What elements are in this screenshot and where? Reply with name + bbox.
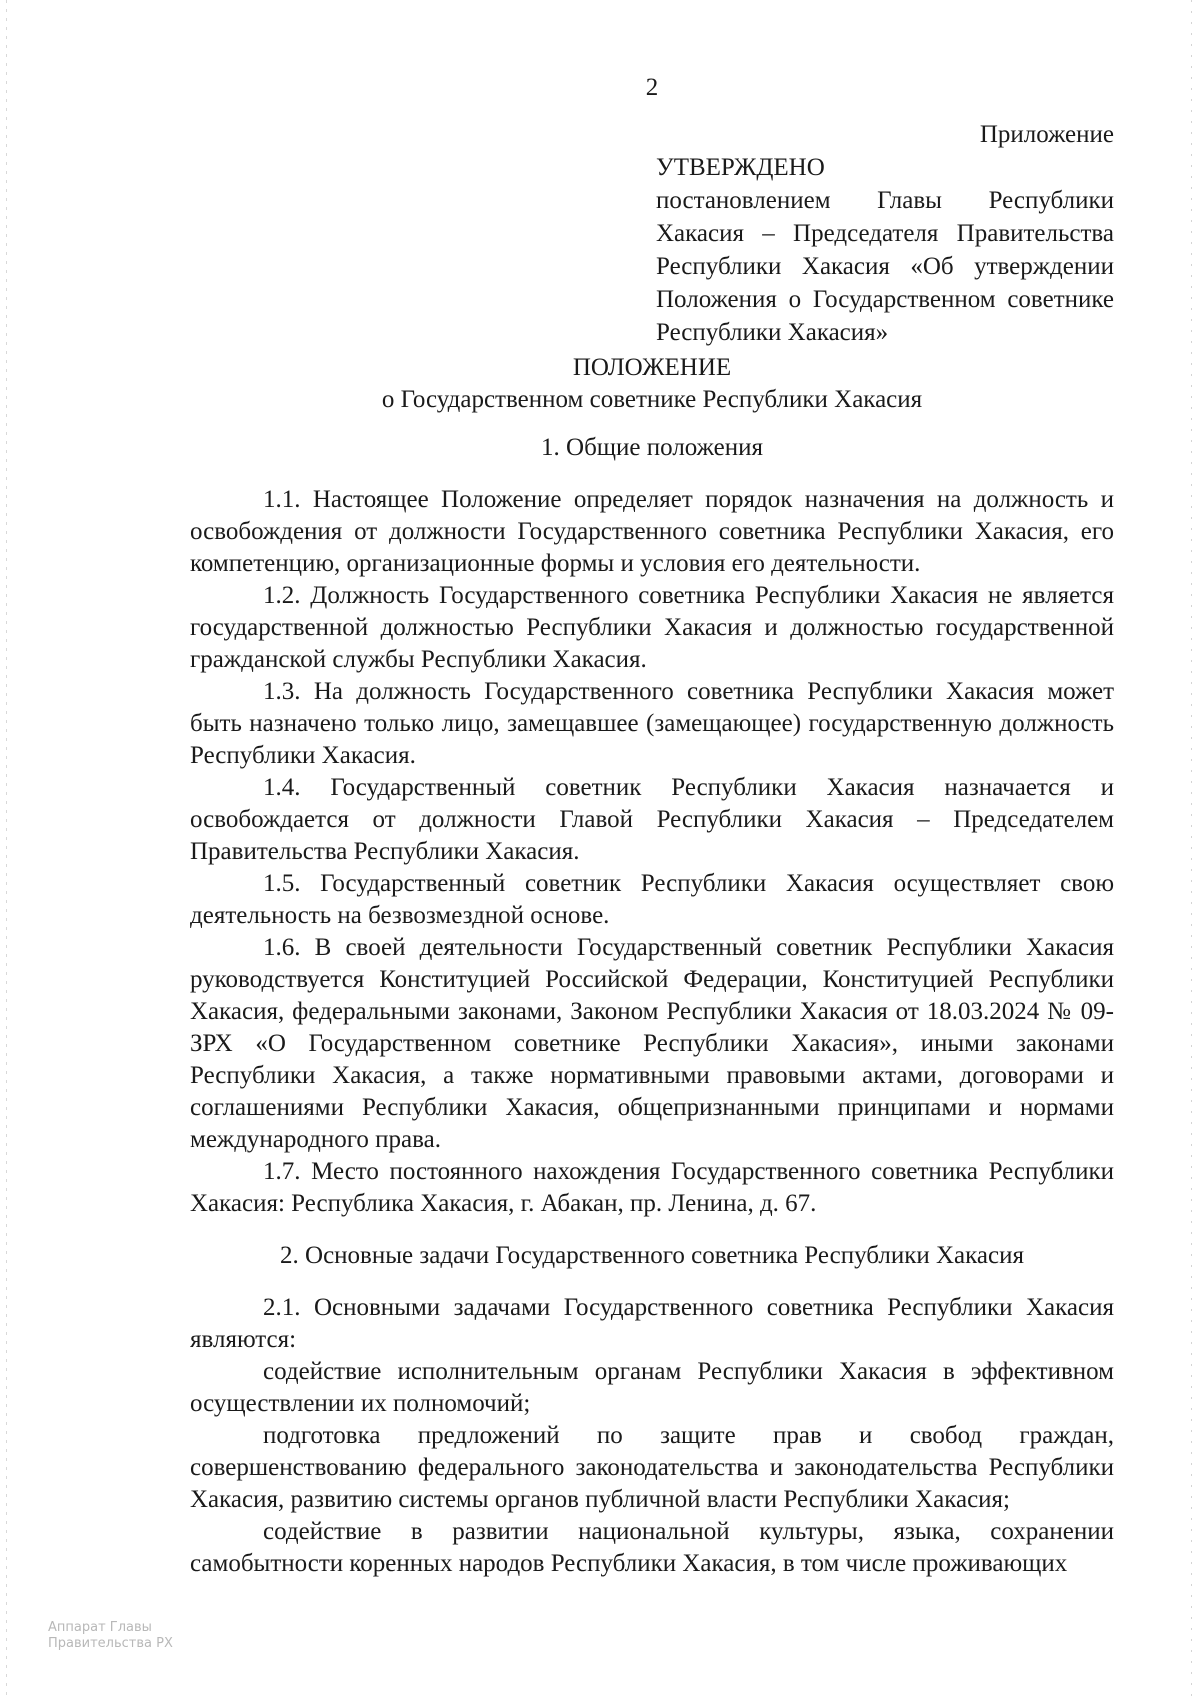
appendix-label: Приложение [979,121,1114,148]
page-number: 2 [645,74,659,101]
office-stamp-line-1: Аппарат Главы [48,1620,152,1635]
approval-reference: постановлением Главы Республики Хакасия – Председателя Правительства Республики Хакасия «Об утверждении Положения о Государственном советнике Республики Хакасия» [656,187,1114,346]
document-subtitle: о Государственном советнике Республики Хакасия [381,386,923,413]
section-heading-2: 2. Основные задачи Государственного советника Республики Хакасия [280,1242,1024,1269]
paragraph-1-7: 1.7. Место постоянного нахождения Государственного советника Республики Хакасия: Республика Хакасия, г. Абакан, пр. Ленина, д. 67. [190,1158,1114,1217]
task-item-2: подготовка предложений по защите прав и свобод граждан, совершенствованию федерального законодательства и законодательства Республики Хакасия, развитию системы органов публичной власти Республики Хакасия; [190,1422,1114,1513]
approved-stamp: УТВЕРЖДЕНО [656,154,825,181]
paragraph-1-3: 1.3. На должность Государственного советника Республики Хакасия может быть назначено только лицо, замещавшее (замещающее) государственную должность Республики Хакасия. [190,678,1114,769]
document-title: ПОЛОЖЕНИЕ [572,354,732,381]
approval-block [656,118,1114,349]
paragraph-1-6: 1.6. В своей деятельности Государственный советник Республики Хакасия руководствуется Конституцией Российской Федерации, Конституцией Республики Хакасия, федеральными законами, Законом Республики Хакасия от 18.03.2024 № 09-ЗРХ «О Государственном советнике Республики Хакасия», иными законами Республики Хакасия, а также нормативными правовыми актами, договорами и соглашениями Республики Хакасия, общепризнанными принципами и нормами международного права. [190,934,1114,1153]
scan-edge-right [1191,0,1192,1698]
paragraph-1-1: 1.1. Настоящее Положение определяет порядок назначения на должность и освобождения от должности Государственного советника Республики Хакасия, его компетенцию, организационные формы и условия его деятельности. [190,486,1114,577]
office-stamp-line-2: Правительства РХ [48,1636,173,1651]
section-heading-1: 1. Общие положения [541,434,763,461]
task-item-3: содействие в развитии национальной культуры, языка, сохранении самобытности коренных народов Республики Хакасия, в том числе проживающих [190,1518,1114,1577]
task-item-1: содействие исполнительным органам Республики Хакасия в эффективном осуществлении их полномочий; [190,1358,1114,1417]
document-body [190,352,1114,1580]
office-stamp [48,1620,173,1652]
paragraph-1-2: 1.2. Должность Государственного советника Республики Хакасия не является государственной должностью Республики Хакасия и должностью государственной гражданской службы Республики Хакасия. [190,582,1114,673]
scan-edge-left [6,0,7,1698]
paragraph-1-4: 1.4. Государственный советник Республики Хакасия назначается и освобождается от должности Главой Республики Хакасия – Председателем Правительства Республики Хакасия. [190,774,1114,865]
paragraph-1-5: 1.5. Государственный советник Республики Хакасия осуществляет свою деятельность на безвозмездной основе. [190,870,1114,929]
paragraph-2-1: 2.1. Основными задачами Государственного советника Республики Хакасия являются: [190,1294,1114,1353]
